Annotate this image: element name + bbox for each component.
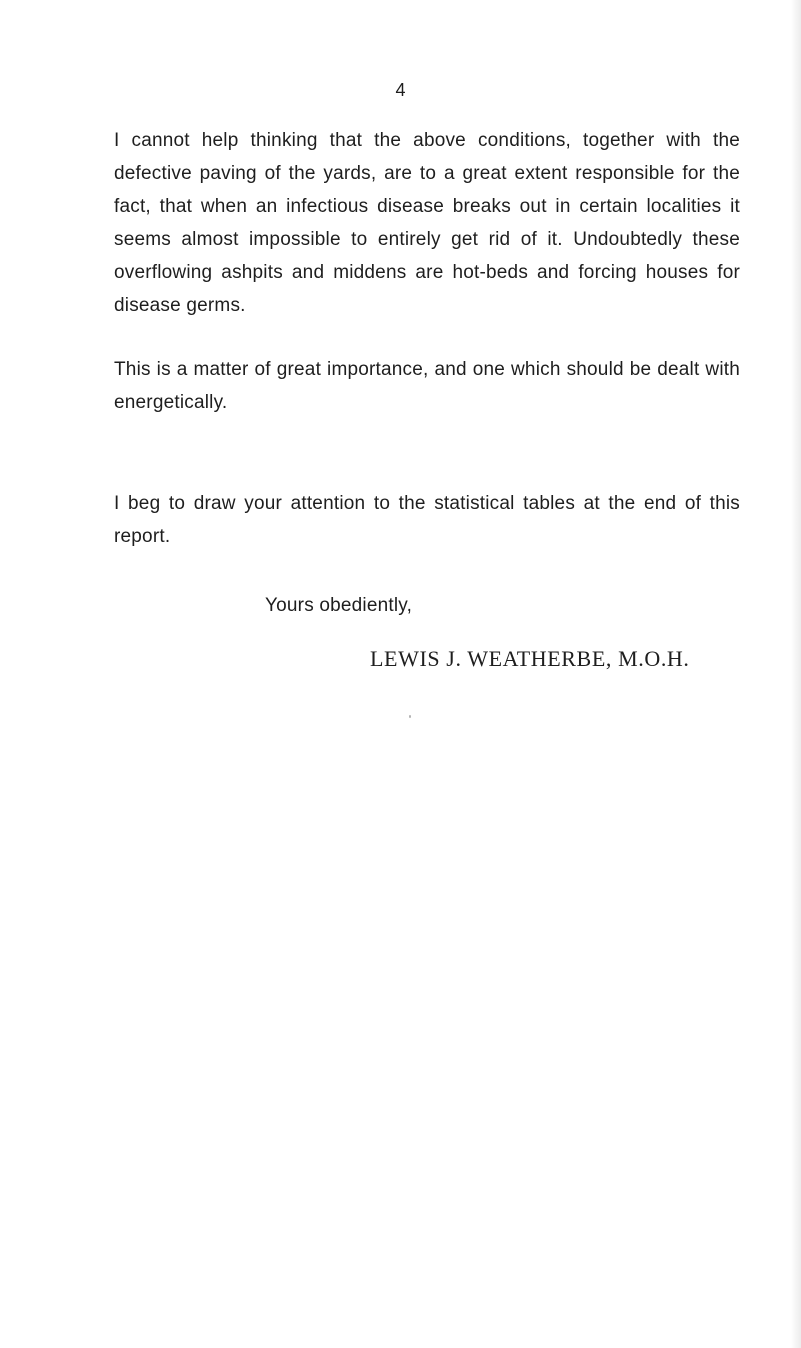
page-edge-shadow xyxy=(791,0,801,1348)
paragraph-statistical-tables: I beg to draw your attention to the statistical tables at the end of this report. xyxy=(114,493,740,547)
closing-salutation: Yours obediently, xyxy=(265,595,413,616)
signature-line: LEWIS J. WEATHERBE, M.O.H. xyxy=(370,646,690,671)
paragraph-conditions: I cannot help thinking that the above conditions, together with the defective paving of the yards, are to a great extent responsible for the fact, that when an infectious disease breaks out in certain localities it seems almost impossible to entirely get rid of it. Undoubtedly these overflowing ashpits and middens are hot-beds and forcing houses for disease germs. xyxy=(114,130,740,316)
paragraph-importance: This is a matter of great importance, and one which should be dealt with energetically. xyxy=(114,359,740,413)
page-number: 4 xyxy=(395,80,406,100)
paper-speck xyxy=(409,715,411,718)
